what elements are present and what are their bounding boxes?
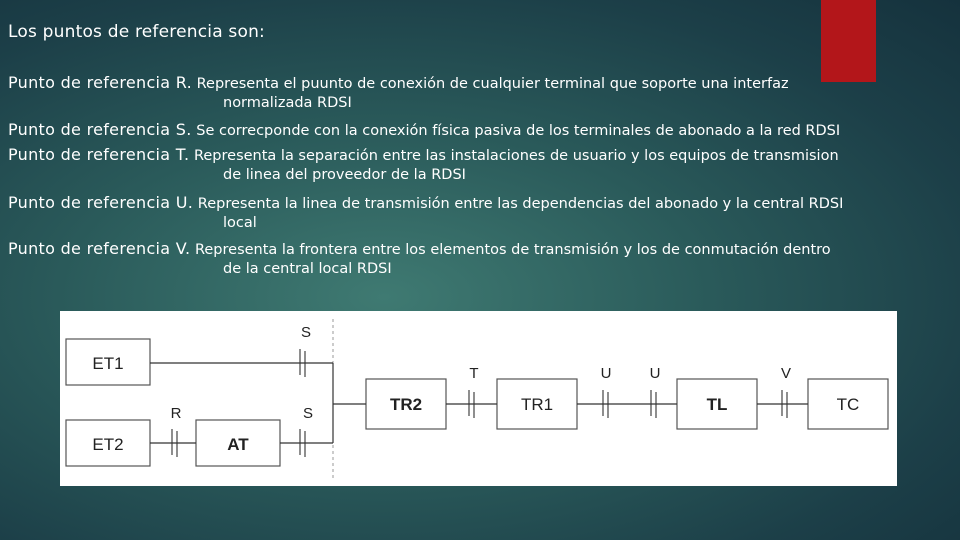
label-tl: TL (706, 395, 728, 414)
definition-lead: Punto de referencia V. (8, 239, 191, 258)
label-at: AT (227, 435, 249, 454)
definition-s (8, 120, 840, 141)
diagram-svg (60, 311, 897, 486)
definition-text: Representa la linea de transmisión entre las dependencias del abonado y la central RDSI (193, 196, 844, 212)
label-point-u1: U (600, 365, 612, 382)
label-point-u2: U (649, 365, 661, 382)
label-point-t: T (469, 365, 479, 382)
label-point-s-bottom: S (302, 405, 314, 422)
definition-lead: Punto de referencia S. (8, 120, 192, 139)
definition-continuation: de linea del proveedor de la RDSI (223, 167, 466, 183)
accent-bar (821, 0, 876, 82)
reference-point-diagram (60, 311, 897, 486)
label-tr2: TR2 (389, 395, 423, 414)
definition-t (8, 145, 839, 183)
definition-text: Representa el puunto de conexión de cualquier terminal que soporte una interfaz (192, 76, 789, 92)
definition-continuation: de la central local RDSI (223, 261, 392, 277)
definition-continuation: normalizada RDSI (223, 95, 352, 111)
definition-v (8, 239, 831, 277)
definition-lead: Punto de referencia T. (8, 145, 190, 164)
label-tr1: TR1 (520, 395, 554, 414)
definition-u (8, 193, 844, 231)
definition-text: Se correcponde con la conexión física pasiva de los terminales de abonado a la red RDSI (191, 123, 841, 139)
definition-lead: Punto de referencia U. (8, 193, 194, 212)
label-et1: ET1 (92, 354, 124, 373)
label-point-s-top: S (300, 324, 312, 341)
definition-r (8, 73, 789, 111)
definition-text: Representa la separación entre las instalaciones de usuario y los equipos de transmision (189, 148, 839, 164)
label-point-r: R (170, 405, 182, 422)
definition-text: Representa la frontera entre los elementos de transmisión y los de conmutación dentro (190, 242, 831, 258)
slide-title: Los puntos de referencia son: (8, 22, 265, 42)
label-point-v: V (780, 365, 792, 382)
label-tc: TC (836, 395, 860, 414)
label-et2: ET2 (92, 435, 124, 454)
definition-lead: Punto de referencia R. (8, 73, 193, 92)
definition-continuation: local (223, 215, 257, 231)
